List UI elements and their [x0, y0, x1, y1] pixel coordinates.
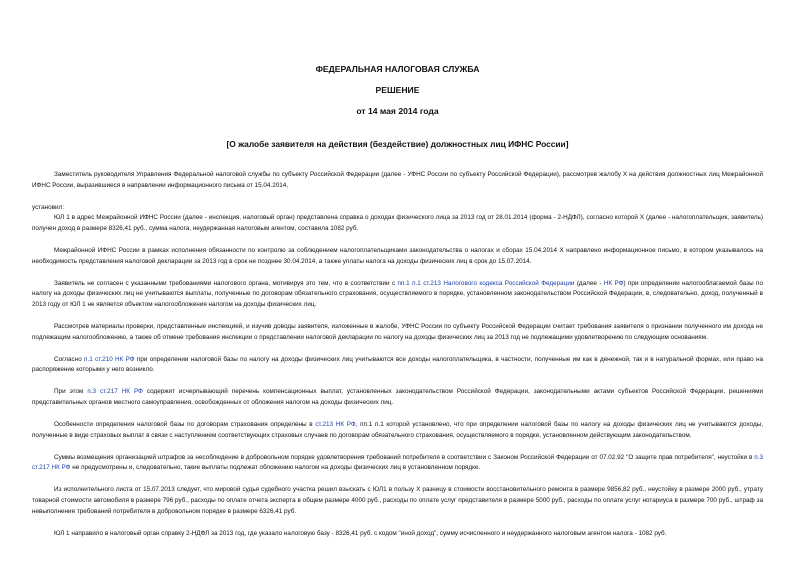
link-article-217[interactable]: п.3 ст.217 НК РФ [87, 388, 143, 396]
paragraph-penalties [32, 453, 763, 474]
document-type: РЕШЕНИЕ [375, 85, 420, 95]
text-segment: При этом [54, 388, 88, 396]
link-article-217-penalty[interactable]: п.3 ст.217 НК РФ [32, 453, 763, 472]
link-article-213[interactable]: пп.1 п.1 ст.213 Налогового кодекса Российской Федерации [397, 279, 575, 287]
text-segment: при определении налоговой базы по налогу на доходы физических лиц учитываются все доходы налогоплательщика, в частности, полученные им как в денежной, так и в натуральной формах, или право на распоряжение которыми у него возникло. [32, 355, 763, 374]
paragraph-writ: Из исполнительного листа от 15.07.2013 следует, что мировой судья судебного участка решил взыскать с ЮЛ1 в пользу Х разницу в стоимости восстановительного ремонта в размере 9856,82 руб., неустойку в размере 2000 руб., утрату товарной стоимости автомобиля в размере 796 руб., расходы по оплате отчета эксперта в общем размере 4000 руб., расходы по оплате услуг представителя в размере 5000 руб., расходы по оплате услуг нотариуса в размере 700 руб., штраф за невыполнение требований потребителя в добровольном порядке в размере 6326,41 руб. [32, 486, 763, 515]
document-date: от 14 мая 2014 года [356, 106, 439, 116]
paragraph-review: Рассмотрев материалы проверки, представленные инспекцией, и изучив доводы заявителя, изложенные в жалобе, УФНС России по субъекту Российской Федерации считает требования заявителя о признании полученного им дохода не подлежащим налогообложению, а также об отмене требования инспекции о представлении налоговой декларации по налогу на доходы физических лиц за 2013 год не подлежащими удовлетворению по следующим основаниям. [32, 322, 763, 341]
text-segment: ) при определении налогооблагаемой базы по налогу на доходы физических лиц не учитываются выплаты, полученные по договорам обязательного страхования, осуществляемого в порядке, установленном законодательством Российской Федерации, в, следовательно, доход, полученный в 2013 году от ЮЛ 1 не является объектом налогообложения налогом на доходы физических лиц. [32, 279, 763, 308]
text-segment: , пп.1 п.1 которой установлено, что при определении налоговой базы по налогу на доходы физических лиц не учитываются доходы, полученные в виде страховых выплат в связи с наступлением соответствующих страховых случаев по договорам обязательного страхования, осуществляемого в порядке, установленном действующим законодательством. [32, 421, 763, 439]
text-segment: (далее - [574, 279, 604, 287]
paragraph-insurance [32, 420, 763, 441]
text-segment: Заявитель не согласен с указанными требованиями налогового органа, мотивируя это тем, что в соответствии с [54, 279, 398, 287]
paragraph-established: установил: [32, 203, 65, 211]
text-segment: Суммы возмещения организацией штрафов за несоблюдение в добровольном порядке удовлетворения требований потребителя в соответствии с Законом Российской Федерации от 07.02.92 "О защите прав потребителя", неустойки в [54, 453, 755, 461]
paragraph-info-letter: Межрайонной ИФНС России в рамках исполнения обязанности по контролю за соблюдением налогоплательщиками законодательства о налогах и сборах 15.04.2014 Х направлено информационное письмо, в котором указывалось на необходимость представления налоговой декларации за 2013 год в срок не позднее 30.04.2014, а также уплаты налога на доходы физических лиц в срок до 15.07.2014. [32, 246, 763, 265]
link-article-210[interactable]: п.1 ст.210 НК РФ [84, 355, 135, 363]
link-tax-code[interactable]: НК РФ [603, 279, 624, 287]
paragraph-disagreement [32, 279, 763, 311]
text-segment: не предусмотрены и, следовательно, такие выплаты подлежат обложению налогом на доходы физических лиц в установленном порядке. [70, 464, 481, 472]
document-body [32, 170, 763, 539]
paragraph-2ndfl: ЮЛ 1 направило в налоговый орган справку 2-НДФЛ за 2013 год, где указало налоговую базу - 8326,41 руб. с кодом "иной доход", сумму исчисленного и неудержанного налоговым агентом налога - 1082 руб. [54, 529, 667, 537]
link-article-213-short[interactable]: ст.213 НК РФ [315, 421, 356, 428]
text-segment: содержит исчерпывающий перечень компенсационных выплат, установленных законодательством Российской Федерации, законодательными актами субъектов Российской Федерации, решениями представительных органов местного самоуправления, освобожденных от обложения налогом на доходы физических лиц. [32, 388, 763, 406]
paragraph-certificate: ЮЛ 1 в адрес Межрайонной ИФНС России (далее - инспекция, налоговый орган) представлена справка о доходах физического лица за 2013 год от 28.01.2014 (форма - 2-НДФЛ), согласно которой Х (далее - налогоплательщик, заявитель) получен доход в размере 8326,41 руб., сумма налога, неудержанная налоговым агентом, составила 1082 руб. [32, 214, 763, 232]
document-subject: [О жалобе заявителя на действия (бездействие) должностных лиц ИФНС России] [226, 139, 569, 149]
paragraph-intro: Заместитель руководителя Управления Федеральной налоговой службы по субъекту Российской Федерации (далее - УФНС России по субъекту Российской Федерации), рассмотрев жалобу Х на действия должностных лиц Межрайонной ИФНС России, выразившиеся в направлении информационного письма от 15.04.2014, [32, 171, 763, 189]
text-segment: Особенности определения налоговой базы по договорам страхования определены в [54, 421, 316, 428]
paragraph-article-210 [32, 355, 763, 376]
agency-name: ФЕДЕРАЛЬНАЯ НАЛОГОВАЯ СЛУЖБА [315, 64, 480, 74]
paragraph-article-217 [32, 387, 763, 408]
text-segment: Согласно [54, 355, 85, 363]
